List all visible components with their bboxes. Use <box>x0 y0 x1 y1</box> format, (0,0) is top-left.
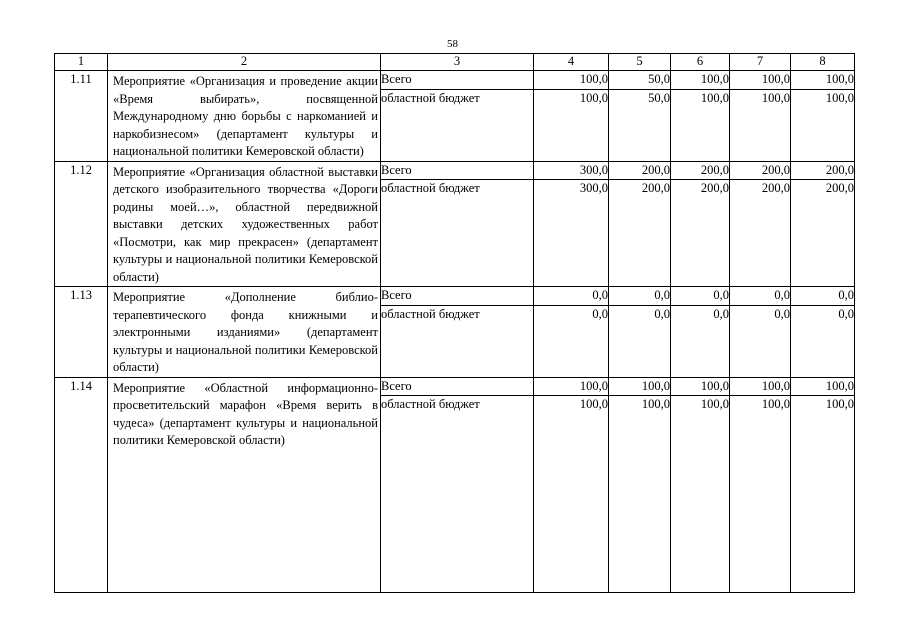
amount-cell: 100,0 <box>671 396 730 593</box>
amount-cell: 0,0 <box>534 287 609 306</box>
amount-cell: 100,0 <box>534 89 609 161</box>
row-number: 1.14 <box>55 377 108 593</box>
event-description: Мероприятие «Областной информационно-просветительский марафон «Время верить в чудеса» (департамент культуры и национальной политики Кемеровской области) <box>113 380 378 447</box>
amount-cell: 200,0 <box>671 161 730 180</box>
funding-source: Всего <box>381 71 534 90</box>
amount-cell: 200,0 <box>671 180 730 287</box>
amount-cell: 0,0 <box>730 287 791 306</box>
table-row <box>55 71 855 90</box>
row-number: 1.11 <box>55 71 108 162</box>
column-header: 7 <box>730 54 791 71</box>
amount-cell: 300,0 <box>534 180 609 287</box>
amount-cell: 100,0 <box>730 396 791 593</box>
event-description: Мероприятие «Дополнение библиотерапевтического фонда книжными и электронными изданиями» (департамент культуры и национальной политики Кемеровской области) <box>113 290 378 374</box>
event-description: Мероприятие «Организация областной выставки детского изобразительного творчества «Дороги родины моей…», областной передвижной выставки детских художественных работ «Посмотри, как мир прекрасен» (департамент культуры и национальной политики Кемеровской области) <box>113 164 378 284</box>
column-header: 4 <box>534 54 609 71</box>
table-row <box>55 287 855 306</box>
amount-cell: 100,0 <box>609 377 671 396</box>
funding-source: областной бюджет <box>381 305 534 377</box>
amount-cell: 100,0 <box>791 89 855 161</box>
amount-cell: 200,0 <box>791 161 855 180</box>
amount-cell: 100,0 <box>730 71 791 90</box>
event-description-cell <box>108 71 381 162</box>
amount-cell: 100,0 <box>730 377 791 396</box>
amount-cell: 100,0 <box>671 377 730 396</box>
funding-source: областной бюджет <box>381 396 534 593</box>
amount-cell: 100,0 <box>671 71 730 90</box>
event-description-cell <box>108 161 381 287</box>
column-header: 3 <box>381 54 534 71</box>
event-description: Мероприятие «Организация и проведение акции «Время выбирать», посвященной Международному дню борьбы с наркоманией и наркобизнесом» (департамент культуры и национальной политики Кемеровской области) <box>113 74 378 158</box>
amount-cell: 0,0 <box>609 305 671 377</box>
funding-source: областной бюджет <box>381 89 534 161</box>
event-description-cell <box>108 377 381 593</box>
row-number: 1.12 <box>55 161 108 287</box>
amount-cell: 0,0 <box>671 305 730 377</box>
amount-cell: 100,0 <box>534 377 609 396</box>
amount-cell: 50,0 <box>609 89 671 161</box>
amount-cell: 200,0 <box>609 161 671 180</box>
amount-cell: 200,0 <box>730 180 791 287</box>
amount-cell: 100,0 <box>534 71 609 90</box>
table-row <box>55 377 855 396</box>
event-description-cell <box>108 287 381 378</box>
amount-cell: 100,0 <box>671 89 730 161</box>
amount-cell: 0,0 <box>671 287 730 306</box>
funding-source: областной бюджет <box>381 180 534 287</box>
column-header: 6 <box>671 54 730 71</box>
amount-cell: 0,0 <box>730 305 791 377</box>
column-header: 2 <box>108 54 381 71</box>
amount-cell: 300,0 <box>534 161 609 180</box>
amount-cell: 200,0 <box>730 161 791 180</box>
amount-cell: 100,0 <box>609 396 671 593</box>
column-header: 5 <box>609 54 671 71</box>
amount-cell: 100,0 <box>534 396 609 593</box>
table-row <box>55 161 855 180</box>
budget-table <box>54 53 855 593</box>
funding-source: Всего <box>381 377 534 396</box>
amount-cell: 0,0 <box>791 305 855 377</box>
amount-cell: 0,0 <box>791 287 855 306</box>
amount-cell: 100,0 <box>791 71 855 90</box>
amount-cell: 100,0 <box>791 377 855 396</box>
amount-cell: 0,0 <box>534 305 609 377</box>
header-row <box>55 54 855 71</box>
funding-source: Всего <box>381 287 534 306</box>
amount-cell: 200,0 <box>791 180 855 287</box>
amount-cell: 100,0 <box>791 396 855 593</box>
amount-cell: 200,0 <box>609 180 671 287</box>
amount-cell: 0,0 <box>609 287 671 306</box>
amount-cell: 100,0 <box>730 89 791 161</box>
amount-cell: 50,0 <box>609 71 671 90</box>
column-header: 1 <box>55 54 108 71</box>
row-number: 1.13 <box>55 287 108 378</box>
column-header: 8 <box>791 54 855 71</box>
funding-source: Всего <box>381 161 534 180</box>
page-number: 58 <box>447 38 458 50</box>
